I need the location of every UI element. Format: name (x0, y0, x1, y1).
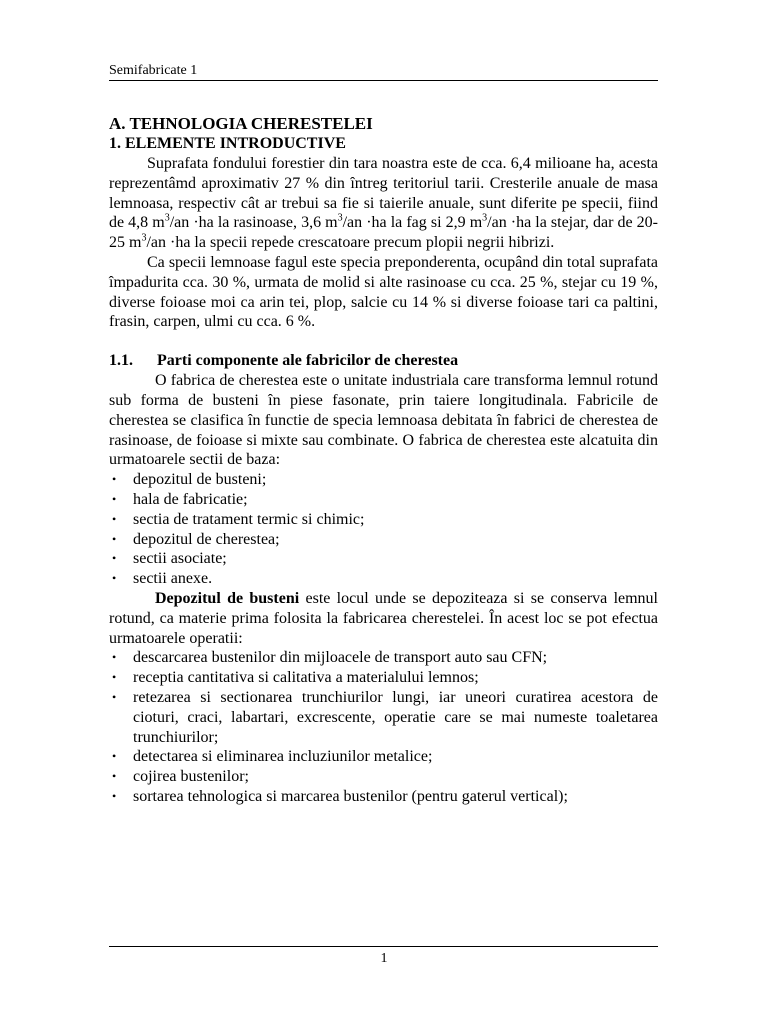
factory-paragraph: O fabrica de cherestea este o unitate industriala care transforma lemnul rotund sub forma de busteni în piese fasonate, prin taiere longitudinala. Fabricile de cherestea se clasifica în functie de specia lemnoasa debitata în fabrici de cherestea de rasinoase, de foioase si mixte sau combinate. O fabrica de cherestea este alcatuita din urmatoarele sectii de baza: (109, 372, 658, 469)
bullet-icon: • (112, 571, 117, 586)
list-item: • descarcarea bustenilor din mijloacele de transport auto sau CFN; (112, 649, 548, 667)
bullet-icon: • (112, 531, 117, 546)
bullet-icon: • (112, 511, 117, 526)
list-item: • depozitul de busteni; (112, 471, 267, 489)
section-heading-1: 1. ELEMENTE INTRODUCTIVE (109, 135, 346, 152)
header-divider (109, 80, 658, 81)
list-item: • sectii anexe. (112, 570, 213, 588)
log-depot-paragraph: Depozitul de busteni este locul unde se depoziteaza si se conserva lemnul rotund, ca materie prima folosita la fabricarea cherestelei. În acest loc se pot efectua urmatoarele operatii: (109, 589, 659, 647)
list-item: • sortarea tehnologica si marcarea bustenilor (pentru gaterul vertical); (112, 787, 568, 805)
list-item: • hala de fabricatie; (112, 490, 248, 508)
intro-paragraph-1: Suprafata fondului forestier din tara noastra este de cca. 6,4 milioane ha, acesta reprezentâmd aproximativ 27 % din întreg teritoriul tarii. Cresterile anuale de masa lemnoasa, respectiv cât ar trebui sa fie si taierile anuale, sunt diferite pe specii, fiind de 4,8 $m^3/an \cdot ha$ la rasinoase, 3,6 $m^3/an \cdot ha$ la fag si 2,9 $m^3/an \cdot ha$ la stejar, dar de 20-25 $m^3/an \cdot ha$ la specii repede crescatoare precum plopii negrii hibrizi. (109, 155, 658, 252)
list-item: • cojirea bustenilor; (112, 768, 249, 786)
bullet-icon: • (112, 491, 117, 506)
footer-divider (109, 946, 658, 947)
operations-list (109, 648, 658, 806)
factory-sections-list (109, 470, 658, 589)
bullet-icon: • (112, 749, 117, 764)
page-number: 1 (380, 951, 388, 966)
bullet-icon: • (112, 650, 117, 665)
section-number: 1.1. (109, 352, 133, 370)
document-title: A. TEHNOLOGIA CHERESTELEI (109, 114, 373, 133)
list-item: • sectii asociate; (112, 550, 227, 568)
section-title: Parti componente ale fabricilor de cherestea (157, 352, 459, 370)
list-item: • retezarea si sectionarea trunchiurilor lungi, iar uneori curatirea acestora de cioturi, craci, labartari, excrescente, operatie care se mai numeste toaletarea trunchiurilor; (112, 688, 658, 746)
list-item: • depozitul de cherestea; (112, 530, 280, 548)
bullet-icon: • (112, 551, 117, 566)
bullet-icon: • (112, 769, 117, 784)
list-item: • sectia de tratament termic si chimic; (112, 510, 365, 528)
bullet-icon: • (112, 788, 117, 803)
list-item: • receptia cantitativa si calitativa a materialului lemnos; (112, 669, 479, 687)
bold-term: Depozitul de busteni (155, 589, 300, 607)
bullet-icon: • (112, 472, 117, 487)
section-heading-1-1 (109, 351, 658, 371)
list-item: • detectarea si eliminarea incluziunilor metalice; (112, 748, 433, 766)
running-header: Semifabricate 1 (109, 63, 198, 78)
intro-paragraph-2: Ca specii lemnoase fagul este specia preponderenta, ocupând din total suprafata împadurita cca. 30 %, urmata de molid si alte rasinoase cu cca. 25 %, stejar cu 19 %, diverse foioase moi ca arin tei, plop, salcie cu 14 % si diverse foioase tari ca paltini, frasin, carpen, ulmi cu cca. 6 %. (109, 253, 658, 331)
bullet-icon: • (112, 689, 117, 704)
page-content (109, 114, 658, 807)
bullet-icon: • (112, 670, 117, 685)
